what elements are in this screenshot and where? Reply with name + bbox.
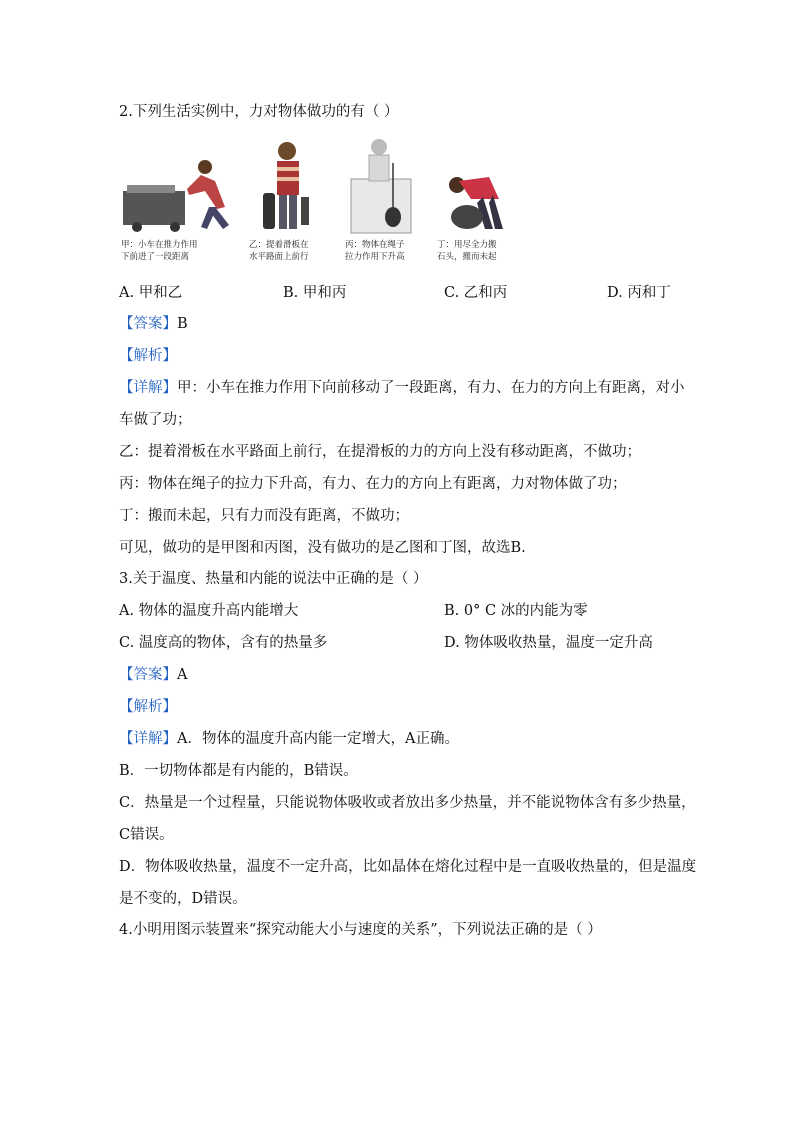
q2-option-a: A. 甲和乙 (119, 285, 183, 301)
q2-option-b: B. 甲和丙 (283, 285, 347, 301)
figure-bing (345, 133, 445, 273)
figure-jia-caption-1: 甲：小车在推力作用 (121, 240, 198, 250)
q3-detail-line-5: D．物体吸收热量，温度不一定升高，比如晶体在熔化过程中是一直吸收热量的，但是温度 (119, 859, 697, 875)
q2-option-d: D. 丙和丁 (607, 285, 671, 301)
q2-detail-line-5: 丁：搬而未起，只有力而没有距离，不做功； (119, 508, 409, 524)
figure-yi-caption-2: 水平路面上前行 (249, 252, 309, 262)
q3-stem: 3.关于温度、热量和内能的说法中正确的是（ ） (119, 571, 428, 587)
q2-detail-line-4: 丙：物体在绳子的拉力下升高，有力、在力的方向上有距离，力对物体做了功； (119, 476, 627, 492)
q3-detail-line-6: 是不变的，D错误。 (119, 891, 247, 907)
q2-answer-line (119, 314, 188, 334)
q2-detail-line-3: 乙：提着滑板在水平路面上前行，在提滑板的力的方向上没有移动距离，不做功； (119, 444, 641, 460)
figure-ding (437, 133, 537, 273)
figure-jia (119, 133, 219, 273)
q3-detail-line-4: C错误。 (119, 827, 174, 843)
detail-tag: 【详解】 (119, 731, 177, 747)
q4-stem: 4.小明用图示装置来“探究动能大小与速度的关系”，下列说法正确的是（ ） (119, 922, 602, 938)
q2-analysis-tag: 【解析】 (119, 348, 177, 364)
answer-tag: 【答案】 (119, 316, 177, 332)
figure-jia-caption-2: 下前进了一段距离 (121, 252, 190, 262)
figure-ding-caption-1: 丁：用尽全力搬 (437, 240, 497, 250)
q3-option-b: B. 0° C 冰的内能为零 (444, 603, 588, 619)
q2-detail-line-2: 车做了功； (119, 412, 192, 428)
q3-detail-line-2: B．一切物体都是有内能的，B错误。 (119, 763, 358, 779)
q3-option-d: D. 物体吸收热量，温度一定升高 (444, 635, 653, 651)
answer-tag: 【答案】 (119, 667, 177, 683)
figure-bing-caption-1: 丙：物体在绳子 (345, 240, 405, 250)
q2-detail-line-1: 【详解】甲：小车在推力作用下向前移动了一段距离，有力、在力的方向上有距离，对小 (119, 380, 685, 396)
q3-detail-line-3: C．热量是一个过程量，只能说物体吸收或者放出多少热量，并不能说物体含有多少热量， (119, 795, 696, 811)
q3-answer-line (119, 665, 187, 685)
q3-option-c: C. 温度高的物体，含有的热量多 (119, 635, 328, 651)
q2-stem: 2.下列生活实例中，力对物体做功的有（ ） (119, 104, 399, 120)
figure-bing-caption-2: 拉力作用下升高 (345, 252, 405, 262)
figure-ding-caption-2: 石头，搬而未起 (437, 252, 497, 262)
q2-figure-row (119, 133, 559, 273)
q2-answer: B (177, 316, 188, 332)
q3-option-a: A. 物体的温度升高内能增大 (119, 603, 299, 619)
figure-yi-caption-1: 乙：提着滑板在 (249, 240, 309, 250)
figure-yi (249, 133, 349, 273)
q2-detail-line-6: 可见，做功的是甲图和丙图，没有做功的是乙图和丁图，故选B. (119, 540, 526, 556)
q3-answer: A (177, 667, 188, 683)
q3-analysis-tag: 【解析】 (119, 699, 177, 715)
detail-tag: 【详解】 (119, 380, 177, 396)
q3-detail-line-1: 【详解】A．物体的温度升高内能一定增大，A正确。 (119, 731, 459, 747)
q2-option-c: C. 乙和丙 (444, 285, 508, 301)
